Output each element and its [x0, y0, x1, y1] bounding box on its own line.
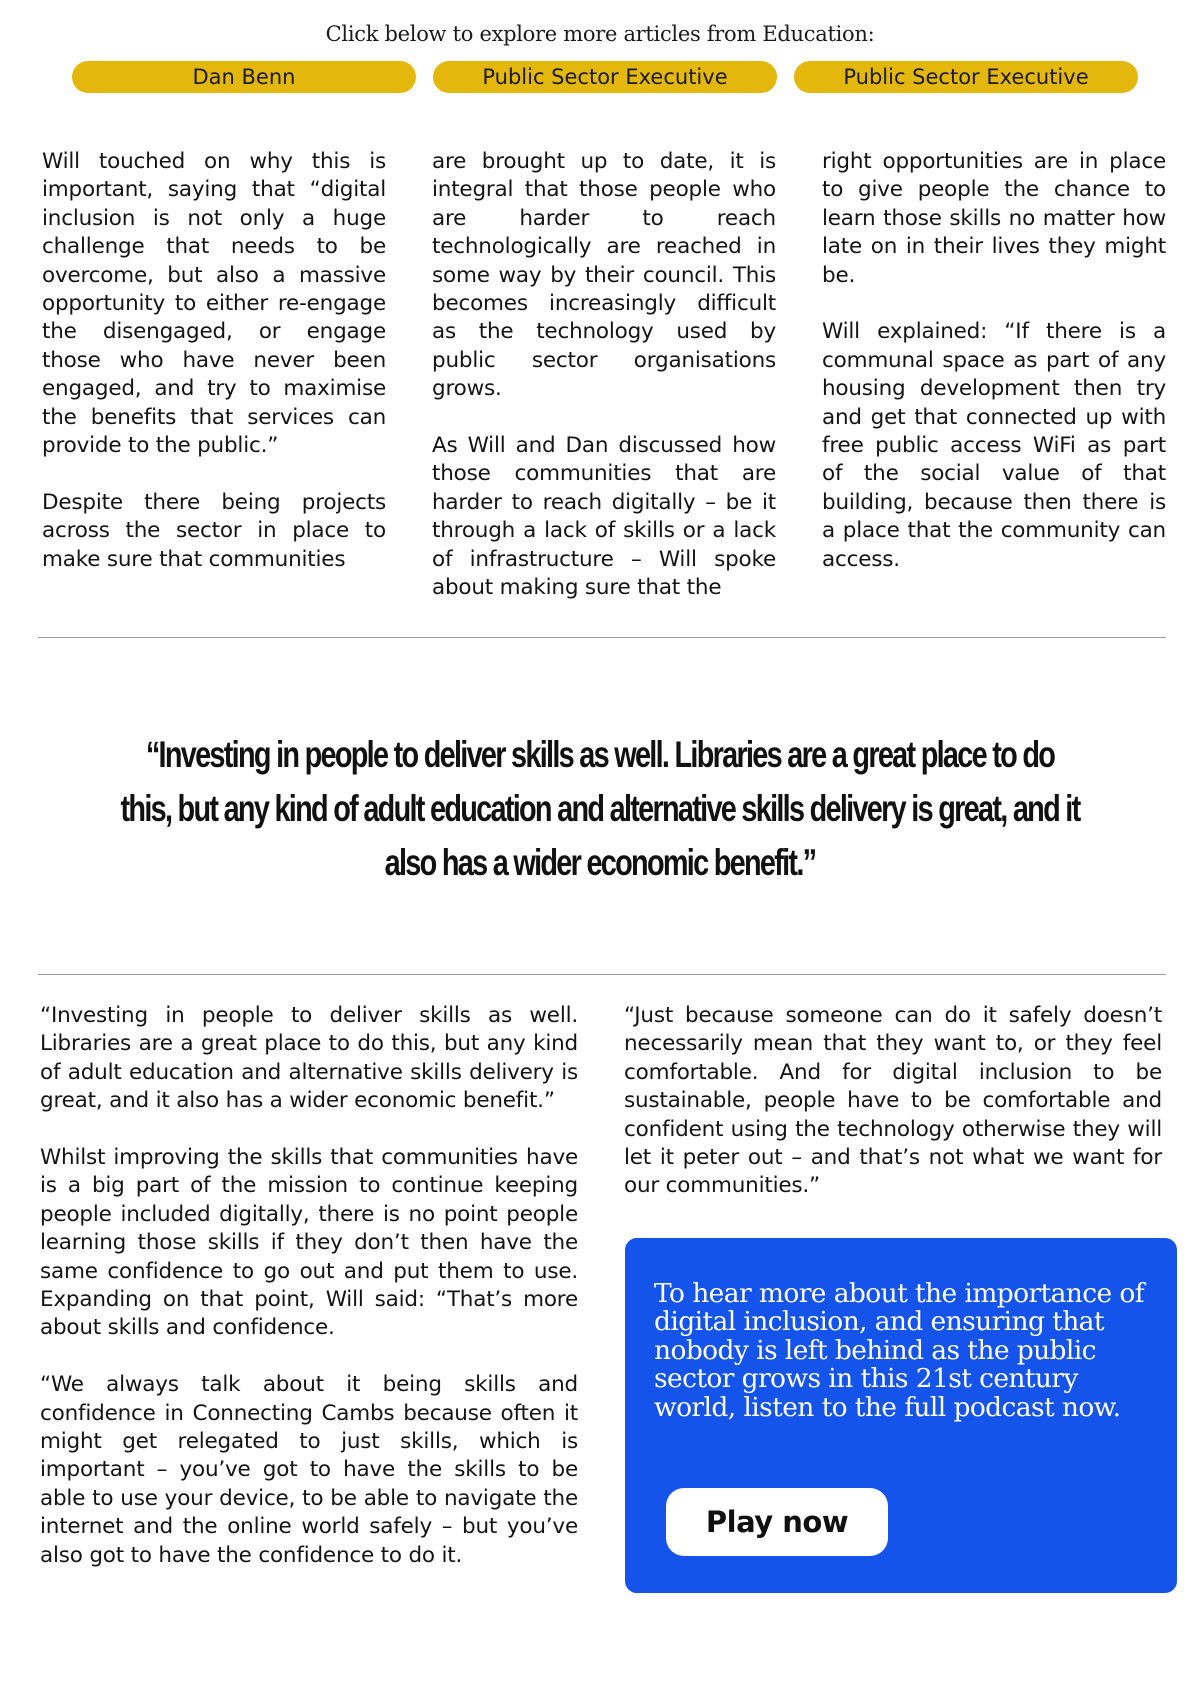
paragraph: Will explained: “If there is a communal space as part of any housing development then try and get that connected up with free public access WiFi as part of the social value of that building, because then there is a place that the community can access.: [822, 319, 1166, 572]
explore-text: Click below to explore more articles from Education:: [325, 22, 875, 46]
podcast-callout-text: To hear more about the importance of digital inclusion, and ensuring that nobody is left behind as the public sector grows in this 21st century world, listen to the full podcast now.: [654, 1278, 1144, 1423]
paragraph: As Will and Dan discussed how those communities that are harder to reach digitally – be it through a lack of skills or a lack of infrastructure – Will spoke about making sure that the: [432, 433, 776, 601]
article-link-dan-benn[interactable]: Dan Benn: [72, 61, 416, 93]
article-column-3: [822, 148, 1166, 574]
article-links: [72, 61, 1138, 93]
paragraph: Despite there being projects across the sector in place to make sure that communities: [42, 489, 386, 572]
divider: [38, 974, 1166, 975]
paragraph: “Just because someone can do it safely doesn’t necessarily mean that they want to, or they feel comfortable. And for digital inclusion to be sustainable, people have to be comfortable and confident using the technology otherwise they will let it peter out – and that’s not what we want for our communities.”: [624, 1003, 1162, 1199]
paragraph: are brought up to date, it is integral that those people who are harder to reach technologically are reached in some way by their council. This becomes increasingly difficult as the technology used by public sector organisations grows.: [432, 149, 776, 402]
article-column-right: [624, 1002, 1162, 1201]
article-column-left: [40, 1002, 578, 1570]
pull-quote-text: “Investing in people to deliver skills as well. Libraries are a great place to do this, but any kind of adult education and alternative skills delivery is great, and it also has a wider economic benefit.”: [120, 734, 1080, 883]
article-link-public-sector-executive-2[interactable]: Public Sector Executive: [794, 61, 1138, 93]
paragraph: “Investing in people to deliver skills as well. Libraries are a great place to do this, but any kind of adult education and alternative skills delivery is great, and it also has a wider economic benefit.”: [40, 1003, 578, 1114]
article-column-2: [432, 148, 776, 602]
article-column-1: [42, 148, 386, 574]
paragraph: “We always talk about it being skills and confidence in Connecting Cambs because often it might get relegated to just skills, which is important – you’ve got to have the skills to be able to use your device, to be able to navigate the internet and the online world safely – but you’ve also got to have the confidence to do it.: [40, 1372, 578, 1568]
paragraph: Whilst improving the skills that communities have is a big part of the mission to continue keeping people included digitally, there is no point people learning those skills if they don’t then have the same confidence to go out and put them to use. Expanding on that point, Will said: “That’s more about skills and confidence.: [40, 1145, 578, 1341]
play-now-button[interactable]: Play now: [666, 1488, 888, 1556]
podcast-callout: [625, 1238, 1177, 1593]
pull-quote: [120, 728, 1080, 890]
divider: [38, 637, 1166, 638]
explore-header: [0, 22, 1200, 46]
paragraph: Will touched on why this is important, saying that “digital inclusion is not only a huge challenge that needs to be overcome, but also a massive opportunity to either re-engage the disengaged, or engage those who have never been engaged, and try to maximise the benefits that services can provide to the public.”: [42, 149, 386, 459]
paragraph: right opportunities are in place to give people the chance to learn those skills no matter how late on in their lives they might be.: [822, 149, 1166, 288]
article-link-public-sector-executive-1[interactable]: Public Sector Executive: [433, 61, 777, 93]
